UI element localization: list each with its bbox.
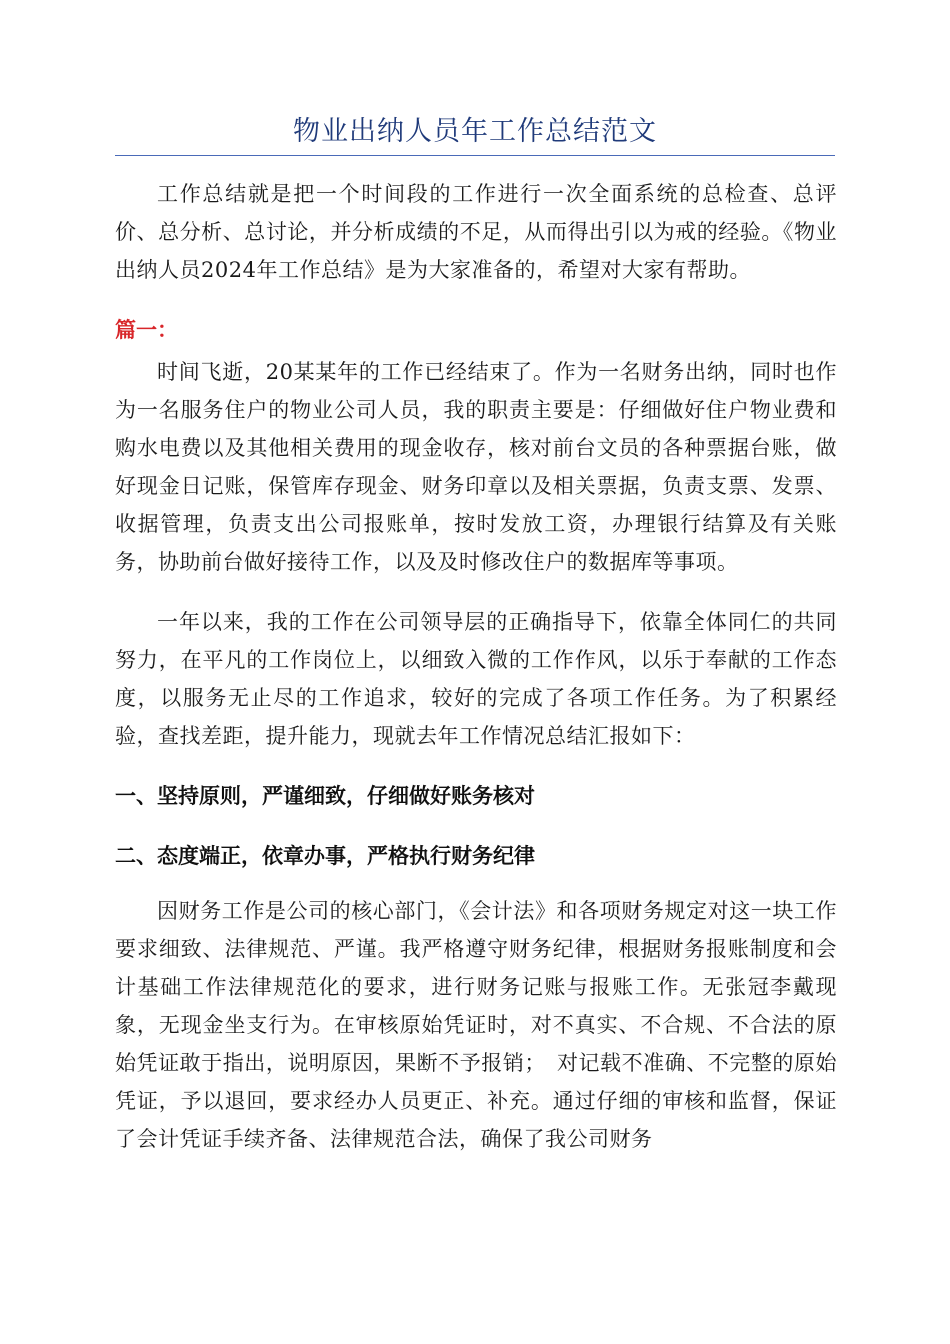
body-paragraph-1: 时间飞逝，20某某年的工作已经结束了。作为一名财务出纳，同时也作为一名服务住户的物业公司人员，我的职责主要是：仔细做好住户物业费和购水电费以及其他相关费用的现金收存，核对前台文员的各种票据台账，做好现金日记账，保管库存现金、财务印章以及相关票据，负责支票、发票、收据管理，负责支出公司报账单，按时发放工资，办理银行结算及有关账务，协助前台做好接待工作，以及及时修改住户的数据库等事项。 (115, 360, 837, 574)
section-label: 篇一： (115, 318, 178, 342)
intro-paragraph: 工作总结就是把一个时间段的工作进行一次全面系统的总检查、总评价、总分析、总讨论，并分析成绩的不足，从而得出引以为戒的经验。《物业出纳人员2024年工作总结》是为大家准备的，希望对大家有帮助。 (115, 182, 837, 282)
title-underline (115, 155, 835, 156)
document-title: 物业出纳人员年工作总结范文 (293, 116, 657, 147)
body-paragraph-3: 因财务工作是公司的核心部门，《会计法》和各项财务规定对这一块工作要求细致、法律规范、严谨。我严格遵守财务纪律，根据财务报账制度和会计基础工作法律规范化的要求，进行财务记账与报账工作。无张冠李戴现象，无现金坐支行为。在审核原始凭证时，对不真实、不合规、不合法的原始凭证敢于指出，说明原因，果断不予报销； 对记载不准确、不完整的原始凭证，予以退回，要求经办人员更正、补充。通过仔细的审核和监督，保证了会计凭证手续齐备、法律规范合法，确保了我公司财务 (115, 899, 837, 1151)
section-heading-1: 一、坚持原则，严谨细致，仔细做好账务核对 (115, 784, 535, 808)
body-paragraph-2: 一年以来，我的工作在公司领导层的正确指导下，依靠全体同仁的共同努力，在平凡的工作岗位上，以细致入微的工作作风，以乐于奉献的工作态度，以服务无止尽的工作追求，较好的完成了各项工作任务。为了积累经验，查找差距，提升能力，现就去年工作情况总结汇报如下： (115, 610, 837, 748)
section-heading-2: 二、态度端正，依章办事，严格执行财务纪律 (115, 844, 535, 868)
document-body (115, 175, 837, 1158)
